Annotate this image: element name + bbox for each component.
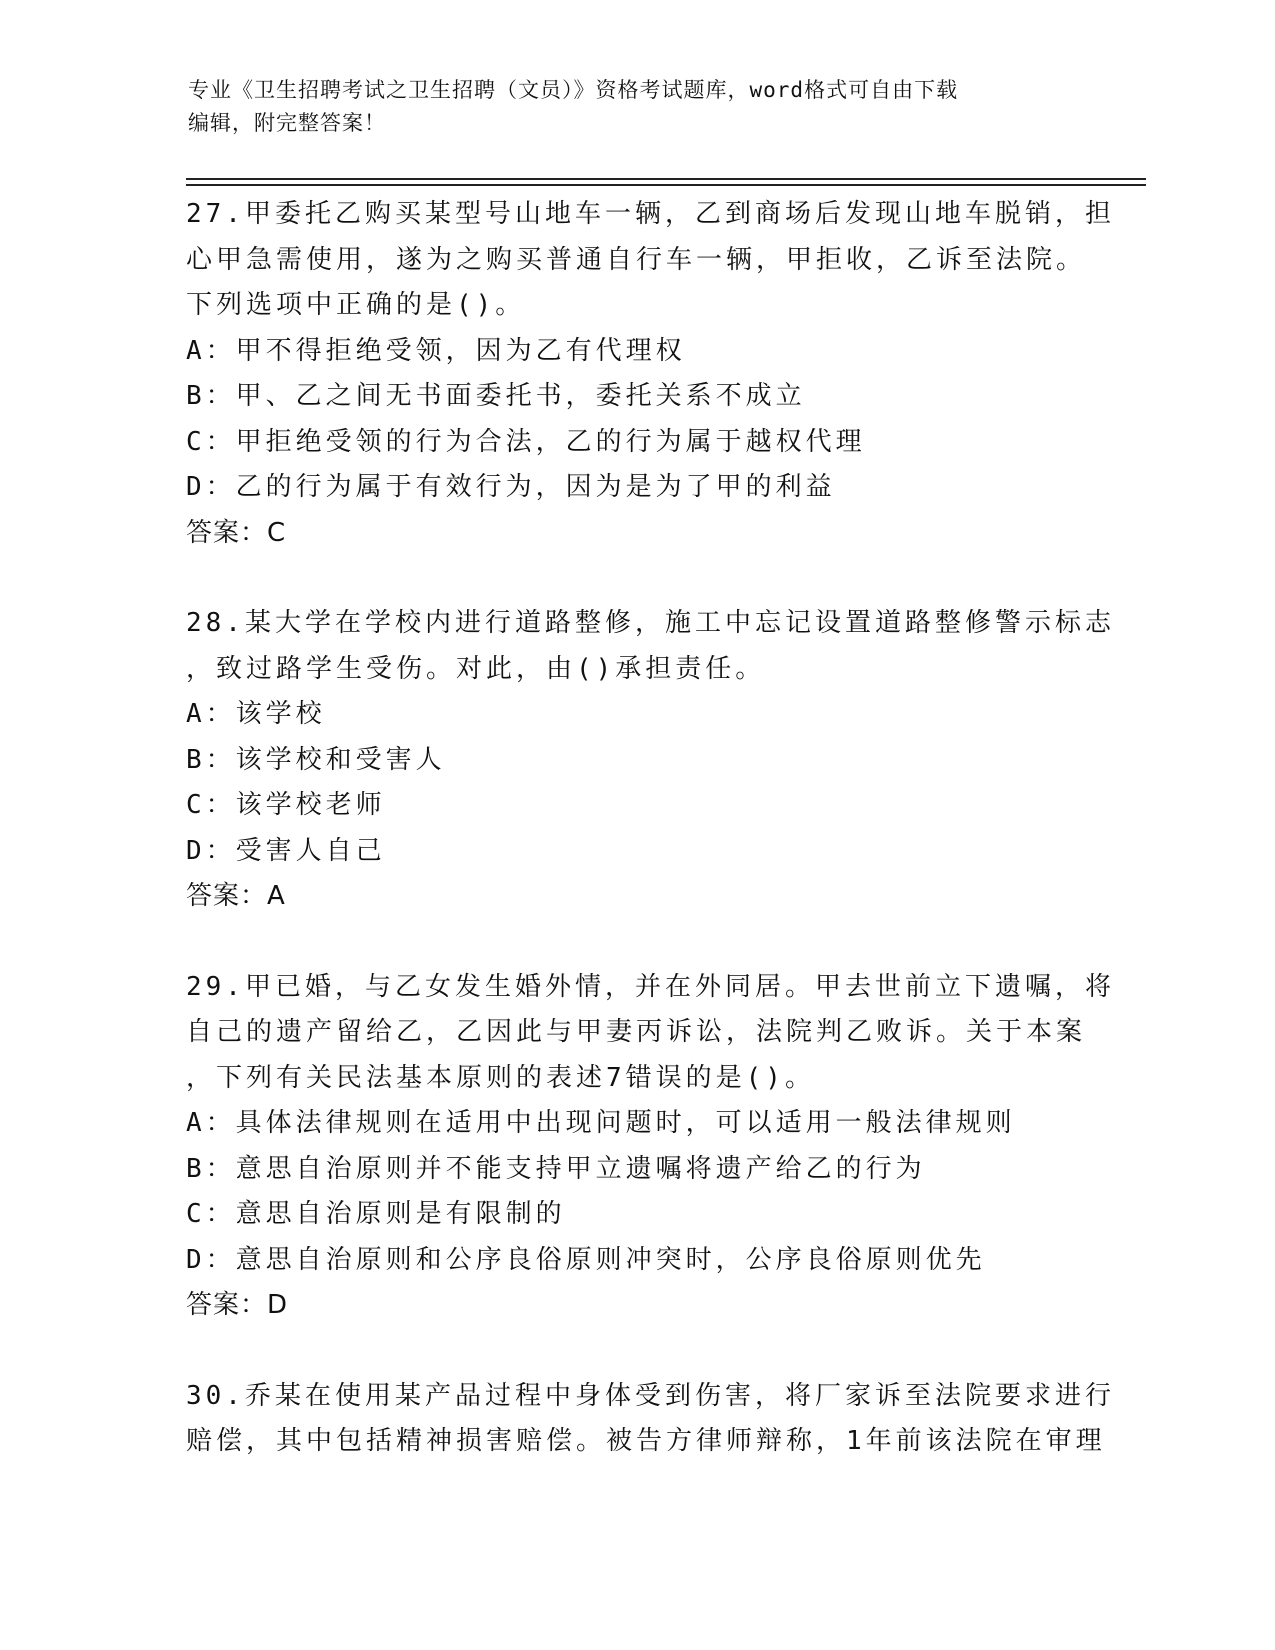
answer-key: 答案：D [186, 1290, 289, 1320]
header-divider-bottom [186, 184, 1146, 186]
question-stem-line: ，下列有关民法基本原则的表述7错误的是()。 [186, 1062, 815, 1093]
answer-option: B：该学校和受害人 [186, 744, 446, 775]
question-list [186, 192, 1186, 1510]
header-line: 专业《卫生招聘考试之卫生招聘（文员）》资格考试题库，word格式可自由下载 [188, 78, 959, 102]
answer-option: A：甲不得拒绝受领，因为乙有代理权 [186, 335, 686, 366]
question-stem-line: 自己的遗产留给乙，乙因此与甲妻丙诉讼，法院判乙败诉。关于本案 [186, 1017, 1087, 1047]
answer-option: C：甲拒绝受领的行为合法，乙的行为属于越权代理 [186, 426, 866, 457]
answer-option: C：该学校老师 [186, 790, 386, 820]
question-block [186, 601, 1186, 920]
answer-option: D：受害人自己 [186, 835, 386, 866]
answer-key: 答案：A [186, 881, 286, 911]
question-stem-line: ，致过路学生受伤。对此，由()承担责任。 [186, 653, 766, 684]
question-stem-line: 28.某大学在学校内进行道路整修，施工中忘记设置道路整修警示标志 [186, 608, 1115, 638]
header-line: 编辑，附完整答案！ [188, 111, 386, 135]
answer-option: A：该学校 [186, 699, 326, 729]
question-stem-line: 29.甲已婚，与乙女发生婚外情，并在外同居。甲去世前立下遗嘱，将 [186, 971, 1115, 1002]
question-stem-line: 30.乔某在使用某产品过程中身体受到伤害，将厂家诉至法院要求进行 [186, 1380, 1115, 1411]
answer-option: D：意思自治原则和公序良俗原则冲突时，公序良俗原则优先 [186, 1244, 986, 1275]
question-stem-line: 27.甲委托乙购买某型号山地车一辆，乙到商场后发现山地车脱销，担 [186, 199, 1115, 229]
question-block [186, 192, 1186, 556]
answer-option: B：意思自治原则并不能支持甲立遗嘱将遗产给乙的行为 [186, 1153, 926, 1184]
answer-option: B：甲、乙之间无书面委托书，委托关系不成立 [186, 381, 806, 411]
question-stem-line: 下列选项中正确的是()。 [186, 290, 526, 320]
answer-key: 答案：C [186, 517, 287, 548]
question-block [186, 1374, 1186, 1465]
question-block [186, 965, 1186, 1329]
answer-option: D：乙的行为属于有效行为，因为是为了甲的利益 [186, 472, 836, 502]
header-divider-top [186, 178, 1146, 180]
answer-option: A：具体法律规则在适用中出现问题时，可以适用一般法律规则 [186, 1108, 1016, 1138]
question-stem-line: 心甲急需使用，遂为之购买普通自行车一辆，甲拒收，乙诉至法院。 [186, 244, 1087, 275]
question-stem-line: 赔偿，其中包括精神损害赔偿。被告方律师辩称，1年前该法院在审理 [186, 1426, 1106, 1456]
answer-option: C：意思自治原则是有限制的 [186, 1199, 566, 1229]
document-header [188, 74, 1088, 140]
